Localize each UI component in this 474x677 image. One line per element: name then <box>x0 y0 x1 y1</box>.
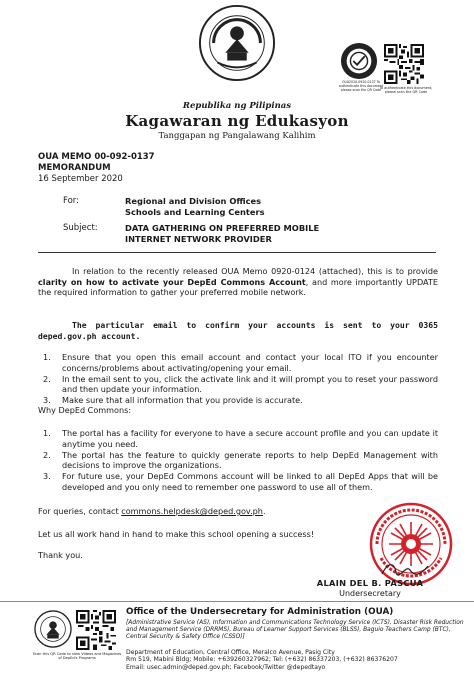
list-item-text: Ensure that you open this email account and contact your local ITO if you encounter concerns/problems about activating/opening your email. <box>62 352 438 373</box>
recipient-line: Regional and Division Offices <box>125 196 262 206</box>
list-item-text: The portal has the feature to quickly generate reports to help DepEd Management with decisions to improve the organizations. <box>62 449 438 471</box>
footer-services: [Administrative Service (AS), Information and Communications Technology Service (ICTS), Disaster Risk Reduction and Management Service (DRRMS), Bureau of Learner Support Services (BLSS), Baguio Teachers Camp (BTC), Central Security & Safety Office (CSSO)] <box>126 620 464 641</box>
header-divider <box>38 252 436 253</box>
department-heading: Kagawaran ng Edukasyon <box>125 112 349 130</box>
subject-line: DATA GATHERING ON PREFERRED MOBILE <box>125 223 320 233</box>
queries-text: For queries, contact <box>38 506 122 516</box>
qr-code-caption: To authenticate this document, please scan the QR Code <box>379 86 433 94</box>
office-heading: Tanggapan ng Pangalawang Kalihim <box>158 131 316 141</box>
memo-date: 16 September 2020 <box>38 174 123 184</box>
subject-line: INTERNET NETWORK PROVIDER <box>125 234 272 244</box>
address-line: Department of Education, Central Office, Meralco Avenue, Pasig City <box>126 649 335 656</box>
certification-badge-icon <box>340 42 378 80</box>
address-line: Email: usec.admin@deped.gov.ph; Facebook/Twitter @depedtayo <box>126 663 326 671</box>
list-item-text: In the email sent to you, click the activate link and it will prompt you to reset your password and then update your information. <box>62 373 438 395</box>
footer-divider <box>0 601 474 602</box>
list-item: 1. Ensure that you open this email account and contact your local ITO if you encounter concerns/problems about activating/opening your email. <box>43 352 438 373</box>
list-item-text: The portal has a facility for everyone to have a secure account profile and you can update it anytime you need. <box>62 428 438 449</box>
for-recipients <box>125 196 265 218</box>
list-item: 2. In the email sent to you, click the activate link and it will prompt you to reset your password and then update your information. <box>43 373 438 395</box>
queries-punctuation: . <box>262 506 266 516</box>
thank-you-line: Thank you. <box>38 550 83 560</box>
reasons-list <box>38 428 438 493</box>
intro-text-end: , and more importantly UPDATE the required information to gather your preferred mobile network. <box>38 276 438 298</box>
steps-list <box>38 352 438 406</box>
republic-heading: Republika ng Pilipinas <box>182 101 292 111</box>
deped-seal-small <box>34 610 72 648</box>
helpdesk-email-link[interactable]: commons.helpdesk@deped.gov.ph <box>121 506 263 516</box>
signatory-name: ALAIN DEL B. PASCUA <box>316 578 424 588</box>
intro-emphasis: clarity on how to activate your DepEd Commons Account <box>38 276 306 287</box>
address-line: Rm 519, Mabini Bldg; Mobile: +639260327962; Tel: (+632) 86337203, (+632) 86376207 <box>126 656 398 664</box>
list-item: 1. The portal has a facility for everyone to have a secure account profile and you can update it anytime you need. <box>43 428 438 449</box>
footer-qr-code-icon[interactable] <box>76 610 116 650</box>
deped-seal <box>198 4 276 82</box>
subject-label: Subject: <box>63 223 98 233</box>
list-item-text: For future use, your DepEd Commons account will be linked to all DepEd Apps that will be developed and you only need to remember one password to use all of them. <box>62 471 438 492</box>
certification-caption: OUA2020-0920-0137 To authenticate this document please scan the QR Code <box>338 80 384 92</box>
intro-text: In relation to the recently released OUA Memo 0920-0124 (attached), this is to provide <box>72 266 438 276</box>
footer-qr-caption: Scan this QR Code to view Videos and Magazines of DepEd's Programs <box>32 652 122 661</box>
why-heading: Why DepEd Commons: <box>38 405 132 415</box>
subject-text <box>125 223 319 245</box>
email-notice-paragraph: The particular email to confirm your accounts is sent to your 0365 deped.gov.ph account. <box>38 320 438 341</box>
list-item: 2. The portal has the feature to quickly generate reports to help DepEd Management with decisions to improve the organizations. <box>43 449 438 471</box>
footer-office-name: Office of the Undersecretary for Administration (OUA) <box>126 607 394 617</box>
closing-line: Let us all work hand in hand to make this school opening a success! <box>38 529 315 539</box>
signature <box>380 560 430 578</box>
signatory-title: Undersecretary <box>339 589 401 598</box>
memo-type: MEMORANDUM <box>38 163 111 173</box>
memo-number: OUA MEMO 00-092-0137 <box>38 152 155 162</box>
intro-paragraph <box>38 266 438 298</box>
list-item-text: Make sure that all information that you provide is accurate. <box>62 395 303 406</box>
qr-code-icon[interactable] <box>384 44 424 84</box>
list-item: 3. Make sure that all information that you provide is accurate. <box>43 395 303 406</box>
recipient-line: Schools and Learning Centers <box>125 207 265 217</box>
footer-address <box>126 649 464 671</box>
list-item: 3. For future use, your DepEd Commons account will be linked to all DepEd Apps that will be developed and you only need to remember one password to use all of them. <box>43 471 438 492</box>
for-label: For: <box>63 196 79 206</box>
